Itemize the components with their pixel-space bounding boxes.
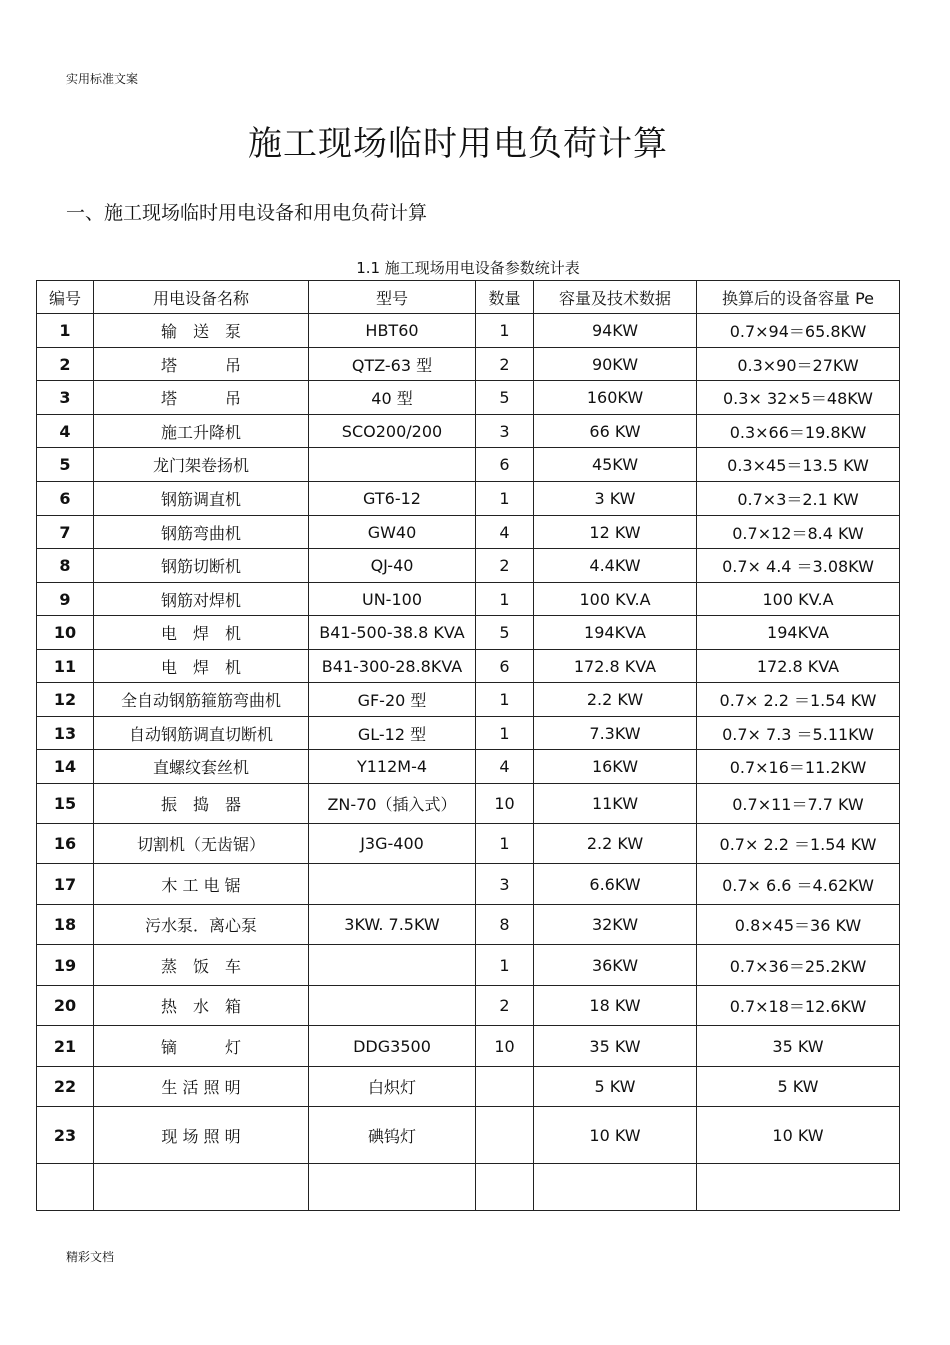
table-row	[37, 1026, 900, 1067]
cell-no: 17	[37, 864, 94, 905]
cell-qty: 1	[476, 482, 534, 516]
cell-capacity	[534, 1164, 697, 1211]
cell-qty	[476, 1067, 534, 1107]
table-row	[37, 348, 900, 381]
cell-name: 龙门架卷扬机	[94, 448, 309, 482]
cell-model: GL-12 型	[309, 717, 476, 750]
cell-pe: 0.7×3＝2.1 KW	[697, 482, 900, 516]
cell-no: 2	[37, 348, 94, 381]
cell-capacity: 100 KV.A	[534, 583, 697, 616]
table-row	[37, 824, 900, 864]
cell-no: 23	[37, 1107, 94, 1164]
table-row	[37, 381, 900, 415]
cell-no: 4	[37, 415, 94, 448]
cell-no: 5	[37, 448, 94, 482]
cell-pe: 172.8 KVA	[697, 650, 900, 683]
cell-name: 直螺纹套丝机	[94, 750, 309, 784]
cell-model: ZN-70（插入式）	[309, 784, 476, 824]
cell-pe: 0.7× 2.2 ＝1.54 KW	[697, 683, 900, 717]
cell-model: 3KW. 7.5KW	[309, 905, 476, 945]
cell-capacity: 10 KW	[534, 1107, 697, 1164]
cell-name: 塔 吊	[94, 348, 309, 381]
footer-note: 精彩文档	[66, 1250, 115, 1264]
cell-name: 电 焊 机	[94, 616, 309, 650]
cell-pe: 194KVA	[697, 616, 900, 650]
cell-model: SCO200/200	[309, 415, 476, 448]
table-row	[37, 516, 900, 549]
cell-name: 热 水 箱	[94, 986, 309, 1026]
cell-no: 15	[37, 784, 94, 824]
cell-capacity: 6.6KW	[534, 864, 697, 905]
cell-no: 12	[37, 683, 94, 717]
cell-pe: 0.3× 32×5＝48KW	[697, 381, 900, 415]
cell-pe: 0.7× 2.2 ＝1.54 KW	[697, 824, 900, 864]
cell-pe: 0.7× 6.6 ＝4.62KW	[697, 864, 900, 905]
cell-capacity: 5 KW	[534, 1067, 697, 1107]
table-row	[37, 583, 900, 616]
cell-pe: 0.7×16＝11.2KW	[697, 750, 900, 784]
cell-name: 污水泵．离心泵	[94, 905, 309, 945]
cell-qty: 1	[476, 717, 534, 750]
cell-qty: 5	[476, 381, 534, 415]
table-row	[37, 905, 900, 945]
cell-model	[309, 448, 476, 482]
cell-no: 8	[37, 549, 94, 583]
cell-no: 3	[37, 381, 94, 415]
cell-model: GT6-12	[309, 482, 476, 516]
cell-model: Y112M-4	[309, 750, 476, 784]
cell-model	[309, 986, 476, 1026]
table-row	[37, 717, 900, 750]
table-row	[37, 1107, 900, 1164]
table-row	[37, 945, 900, 986]
cell-name: 输 送 泵	[94, 314, 309, 348]
cell-no: 7	[37, 516, 94, 549]
cell-capacity: 2.2 KW	[534, 824, 697, 864]
cell-capacity: 18 KW	[534, 986, 697, 1026]
cell-capacity: 4.4KW	[534, 549, 697, 583]
cell-qty	[476, 1107, 534, 1164]
cell-qty: 4	[476, 516, 534, 549]
col-header-qty: 数量	[476, 281, 534, 314]
cell-qty: 3	[476, 415, 534, 448]
table-row	[37, 616, 900, 650]
col-header-pe: 换算后的设备容量 Pe	[697, 281, 900, 314]
cell-pe: 0.7× 4.4 ＝3.08KW	[697, 549, 900, 583]
cell-qty: 2	[476, 348, 534, 381]
cell-name: 木 工 电 锯	[94, 864, 309, 905]
cell-name: 自动钢筋调直切断机	[94, 717, 309, 750]
cell-no: 22	[37, 1067, 94, 1107]
cell-no: 18	[37, 905, 94, 945]
cell-model: HBT60	[309, 314, 476, 348]
table-row	[37, 448, 900, 482]
cell-model: 碘钨灯	[309, 1107, 476, 1164]
cell-name: 钢筋弯曲机	[94, 516, 309, 549]
cell-name: 现 场 照 明	[94, 1107, 309, 1164]
cell-qty: 2	[476, 549, 534, 583]
cell-no: 9	[37, 583, 94, 616]
cell-model: B41-500-38.8 KVA	[309, 616, 476, 650]
cell-no: 20	[37, 986, 94, 1026]
cell-capacity: 45KW	[534, 448, 697, 482]
cell-qty: 1	[476, 583, 534, 616]
cell-name: 生 活 照 明	[94, 1067, 309, 1107]
table-row	[37, 784, 900, 824]
cell-model: DDG3500	[309, 1026, 476, 1067]
cell-capacity: 11KW	[534, 784, 697, 824]
cell-qty: 4	[476, 750, 534, 784]
cell-model: UN-100	[309, 583, 476, 616]
cell-pe: 10 KW	[697, 1107, 900, 1164]
cell-name: 钢筋对焊机	[94, 583, 309, 616]
cell-model: 40 型	[309, 381, 476, 415]
cell-name: 钢筋切断机	[94, 549, 309, 583]
cell-no: 1	[37, 314, 94, 348]
cell-pe: 0.3×90＝27KW	[697, 348, 900, 381]
cell-model	[309, 1164, 476, 1211]
cell-no: 19	[37, 945, 94, 986]
cell-name: 全自动钢筋箍筋弯曲机	[94, 683, 309, 717]
col-header-capacity: 容量及技术数据	[534, 281, 697, 314]
cell-pe: 0.8×45＝36 KW	[697, 905, 900, 945]
cell-pe: 35 KW	[697, 1026, 900, 1067]
cell-capacity: 32KW	[534, 905, 697, 945]
cell-pe: 100 KV.A	[697, 583, 900, 616]
cell-no: 14	[37, 750, 94, 784]
cell-model	[309, 864, 476, 905]
cell-qty: 10	[476, 1026, 534, 1067]
table-header-row	[37, 281, 900, 314]
cell-no	[37, 1164, 94, 1211]
cell-qty: 1	[476, 683, 534, 717]
cell-pe	[697, 1164, 900, 1211]
cell-pe: 0.7× 7.3 ＝5.11KW	[697, 717, 900, 750]
cell-pe: 0.3×66＝19.8KW	[697, 415, 900, 448]
cell-qty: 1	[476, 824, 534, 864]
cell-name: 塔 吊	[94, 381, 309, 415]
cell-name: 切割机（无齿锯）	[94, 824, 309, 864]
cell-capacity: 35 KW	[534, 1026, 697, 1067]
table-row	[37, 415, 900, 448]
cell-capacity: 172.8 KVA	[534, 650, 697, 683]
cell-no: 6	[37, 482, 94, 516]
cell-capacity: 160KW	[534, 381, 697, 415]
cell-capacity: 94KW	[534, 314, 697, 348]
cell-pe: 0.7×94＝65.8KW	[697, 314, 900, 348]
cell-no: 13	[37, 717, 94, 750]
cell-model: B41-300-28.8KVA	[309, 650, 476, 683]
cell-name: 钢筋调直机	[94, 482, 309, 516]
cell-capacity: 12 KW	[534, 516, 697, 549]
table-row	[37, 482, 900, 516]
cell-capacity: 36KW	[534, 945, 697, 986]
cell-pe: 0.3×45＝13.5 KW	[697, 448, 900, 482]
cell-capacity: 2.2 KW	[534, 683, 697, 717]
cell-qty: 1	[476, 945, 534, 986]
equipment-table	[36, 280, 900, 1211]
cell-capacity: 16KW	[534, 750, 697, 784]
table-row	[37, 986, 900, 1026]
page-title: 施工现场临时用电负荷计算	[248, 124, 668, 164]
section-heading: 一、施工现场临时用电设备和用电负荷计算	[66, 202, 428, 224]
cell-capacity: 66 KW	[534, 415, 697, 448]
cell-capacity: 7.3KW	[534, 717, 697, 750]
table-row	[37, 683, 900, 717]
cell-qty: 5	[476, 616, 534, 650]
col-header-model: 型号	[309, 281, 476, 314]
cell-capacity: 194KVA	[534, 616, 697, 650]
cell-qty: 1	[476, 314, 534, 348]
cell-capacity: 3 KW	[534, 482, 697, 516]
cell-model: QTZ-63 型	[309, 348, 476, 381]
table-row	[37, 1067, 900, 1107]
cell-qty	[476, 1164, 534, 1211]
cell-name: 镝 灯	[94, 1026, 309, 1067]
table-body	[37, 314, 900, 1211]
col-header-no: 编号	[37, 281, 94, 314]
cell-qty: 2	[476, 986, 534, 1026]
cell-model	[309, 945, 476, 986]
cell-qty: 3	[476, 864, 534, 905]
cell-name: 振 捣 器	[94, 784, 309, 824]
cell-model: GW40	[309, 516, 476, 549]
table-row	[37, 549, 900, 583]
cell-qty: 8	[476, 905, 534, 945]
cell-pe: 0.7×12＝8.4 KW	[697, 516, 900, 549]
cell-no: 16	[37, 824, 94, 864]
cell-name: 施工升降机	[94, 415, 309, 448]
table-row	[37, 750, 900, 784]
col-header-name: 用电设备名称	[94, 281, 309, 314]
cell-model: J3G-400	[309, 824, 476, 864]
cell-model: 白炽灯	[309, 1067, 476, 1107]
cell-no: 21	[37, 1026, 94, 1067]
header-note: 实用标准文案	[66, 72, 139, 86]
cell-model: QJ-40	[309, 549, 476, 583]
cell-qty: 10	[476, 784, 534, 824]
cell-pe: 0.7×11＝7.7 KW	[697, 784, 900, 824]
cell-no: 10	[37, 616, 94, 650]
table-row	[37, 314, 900, 348]
cell-model: GF-20 型	[309, 683, 476, 717]
cell-pe: 0.7×36＝25.2KW	[697, 945, 900, 986]
cell-no: 11	[37, 650, 94, 683]
table-row	[37, 650, 900, 683]
cell-qty: 6	[476, 650, 534, 683]
cell-name	[94, 1164, 309, 1211]
cell-capacity: 90KW	[534, 348, 697, 381]
cell-pe: 5 KW	[697, 1067, 900, 1107]
table-row	[37, 1164, 900, 1211]
table-row	[37, 864, 900, 905]
cell-qty: 6	[476, 448, 534, 482]
cell-name: 电 焊 机	[94, 650, 309, 683]
table-caption: 1.1 施工现场用电设备参数统计表	[356, 259, 580, 277]
cell-name: 蒸 饭 车	[94, 945, 309, 986]
cell-pe: 0.7×18＝12.6KW	[697, 986, 900, 1026]
